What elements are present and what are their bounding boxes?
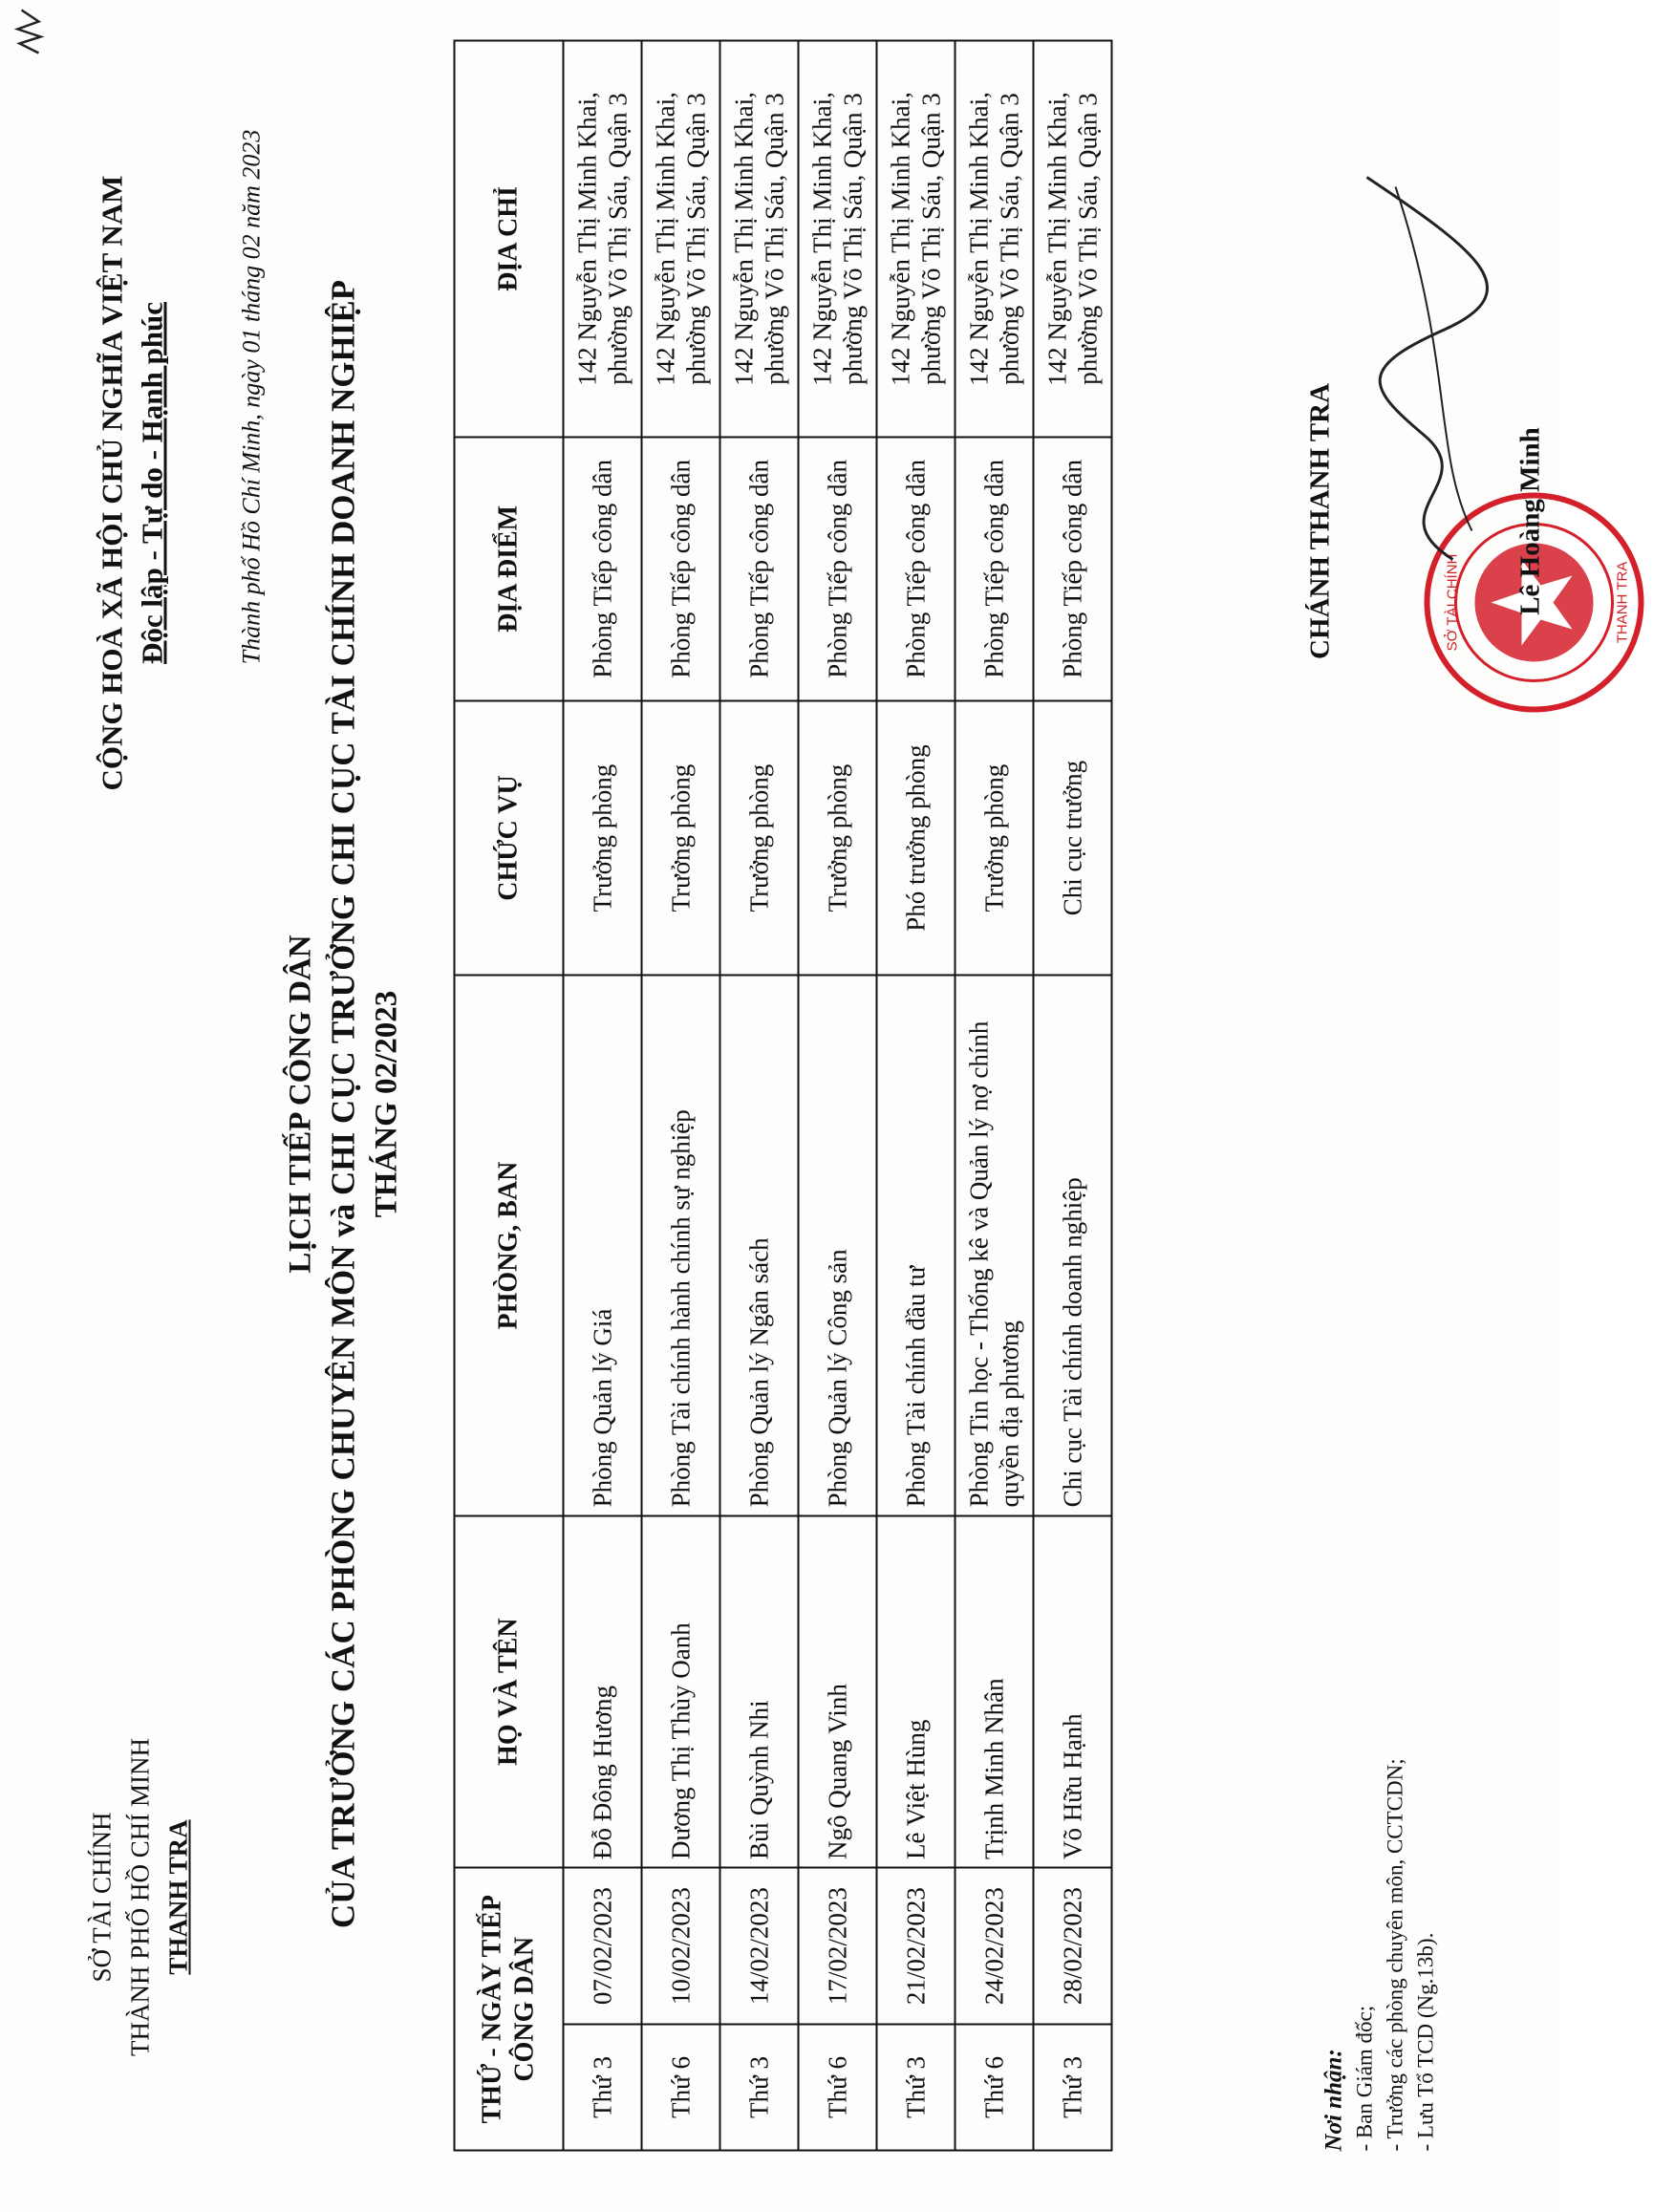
cell-place: Phòng Tiếp công dân	[719, 437, 798, 700]
cell-dept: Phòng Tài chính hành chính sự nghiệp	[641, 975, 719, 1515]
header-address: ĐỊA CHỈ	[454, 40, 563, 437]
cell-position: Trưởng phòng	[798, 700, 876, 975]
cell-address: 142 Nguyễn Thị Minh Khai, phường Võ Thị Sáu, Quận 3	[798, 40, 876, 437]
title-line-1: LỊCH TIẾP CÔNG DÂN	[283, 934, 317, 1274]
recipient-item: - Ban Giám đốc;	[1352, 2005, 1376, 2151]
cell-date: 10/02/2023	[641, 1867, 719, 2023]
cell-name: Ngô Quang Vinh	[798, 1515, 876, 1868]
cell-day: Thứ 3	[876, 2024, 955, 2150]
header-name: HỌ VÀ TÊN	[454, 1515, 563, 1868]
nation-motto: Độc lập - Tự do - Hạnh phúc	[135, 301, 168, 664]
cell-dept: Phòng Quản lý Giá	[563, 975, 641, 1515]
cell-date: 07/02/2023	[563, 1867, 641, 2023]
cell-day: Thứ 6	[798, 2024, 876, 2150]
cell-address: 142 Nguyễn Thị Minh Khai, phường Võ Thị Sáu, Quận 3	[563, 40, 641, 437]
cell-date: 14/02/2023	[719, 1867, 798, 2023]
document-title	[279, 244, 407, 1964]
cell-place: Phòng Tiếp công dân	[955, 437, 1033, 700]
cell-position: Chi cục trưởng	[1033, 700, 1111, 975]
header-position: CHỨC VỤ	[454, 700, 563, 975]
table-row	[1033, 40, 1111, 2150]
agency-line-1: SỞ TÀI CHÍNH	[87, 1812, 116, 1983]
table-row	[641, 40, 719, 2150]
dateline: Thành phố Hồ Chí Minh, ngày 01 tháng 02 năm 2023	[237, 129, 265, 664]
cell-dept: Phòng Quản lý Công sản	[798, 975, 876, 1515]
header-dept: PHÒNG, BAN	[454, 975, 563, 1515]
cell-date: 17/02/2023	[798, 1867, 876, 2023]
svg-text:SỞ TÀI CHÍNH: SỞ TÀI CHÍNH	[1444, 553, 1460, 651]
cell-date: 21/02/2023	[876, 1867, 955, 2023]
cell-dept: Chi cục Tài chính doanh nghiệp	[1033, 975, 1111, 1515]
initials-mark-icon	[10, 0, 52, 57]
cell-day: Thứ 6	[641, 2024, 719, 2150]
cell-address: 142 Nguyễn Thị Minh Khai, phường Võ Thị Sáu, Quận 3	[719, 40, 798, 437]
cell-place: Phòng Tiếp công dân	[798, 437, 876, 700]
cell-day: Thứ 3	[719, 2024, 798, 2150]
cell-position: Trưởng phòng	[955, 700, 1033, 975]
cell-position: Trưởng phòng	[719, 700, 798, 975]
recipient-item: - Lưu Tổ TCD (Ng.13b).	[1413, 1932, 1437, 2151]
agency-line-3: THANH TRA	[163, 1818, 192, 1975]
cell-address: 142 Nguyễn Thị Minh Khai, phường Võ Thị Sáu, Quận 3	[1033, 40, 1111, 437]
cell-dept: Phòng Tài chính đầu tư	[876, 975, 955, 1515]
nation-name: CỘNG HOÀ XÃ HỘI CHỦ NGHĨA VIỆT NAM	[95, 175, 128, 790]
title-line-2: CỦA TRƯỞNG CÁC PHÒNG CHUYÊN MÔN và CHI CỤC TRƯỞNG CHI CỤC TÀI CHÍNH DOANH NGHIỆP	[324, 279, 361, 1928]
cell-place: Phòng Tiếp công dân	[563, 437, 641, 700]
table-row	[955, 40, 1033, 2150]
header-place: ĐỊA ĐIỂM	[454, 437, 563, 700]
cell-place: Phòng Tiếp công dân	[641, 437, 719, 700]
cell-address: 142 Nguyễn Thị Minh Khai, phường Võ Thị Sáu, Quận 3	[955, 40, 1033, 437]
cell-place: Phòng Tiếp công dân	[1033, 437, 1111, 700]
cell-dept: Phòng Quản lý Ngân sách	[719, 975, 798, 1515]
cell-date: 24/02/2023	[955, 1867, 1033, 2023]
table-row	[876, 40, 955, 2150]
table-row	[563, 40, 641, 2150]
cell-name: Võ Hữu Hạnh	[1033, 1515, 1111, 1868]
cell-day: Thứ 3	[1033, 2024, 1111, 2150]
handwritten-signature-icon	[1338, 167, 1500, 569]
table-row	[798, 40, 876, 2150]
recipients-block	[1319, 1291, 1441, 2151]
title-line-3: THÁNG 02/2023	[369, 990, 403, 1217]
header-day: THỨ - NGÀY TIẾP CÔNG DÂN	[454, 1867, 563, 2150]
cell-position: Trưởng phòng	[563, 700, 641, 975]
table-header-row	[454, 40, 563, 2150]
cell-name: Dương Thị Thùy Oanh	[641, 1515, 719, 1868]
cell-day: Thứ 6	[955, 2024, 1033, 2150]
cell-name: Lê Việt Hùng	[876, 1515, 955, 1868]
cell-day: Thứ 3	[563, 2024, 641, 2150]
cell-position: Trưởng phòng	[641, 700, 719, 975]
schedule-table	[453, 39, 1112, 2151]
cell-name: Bùi Quỳnh Nhi	[719, 1515, 798, 1868]
issuing-agency	[82, 1734, 197, 2059]
table-row	[719, 40, 798, 2150]
cell-place: Phòng Tiếp công dân	[876, 437, 955, 700]
signer-title: CHÁNH THANH TRA	[1304, 382, 1335, 659]
recipients-label: Nơi nhận:	[1320, 2048, 1346, 2151]
cell-position: Phó trưởng phòng	[876, 700, 955, 975]
recipient-item: - Trưởng các phòng chuyên môn, CCTCDN;	[1383, 1757, 1406, 2151]
svg-text:THANH TRA: THANH TRA	[1614, 561, 1630, 643]
cell-name: Đỗ Đông Hương	[563, 1515, 641, 1868]
cell-address: 142 Nguyễn Thị Minh Khai, phường Võ Thị Sáu, Quận 3	[641, 40, 719, 437]
cell-date: 28/02/2023	[1033, 1867, 1111, 2023]
cell-address: 142 Nguyễn Thị Minh Khai, phường Võ Thị Sáu, Quận 3	[876, 40, 955, 437]
cell-name: Trịnh Minh Nhân	[955, 1515, 1033, 1868]
national-heading	[92, 81, 172, 884]
cell-dept: Phòng Tin học - Thống kê và Quản lý nợ chính quyền địa phương	[955, 975, 1033, 1515]
agency-line-2: THÀNH PHỐ HỒ CHÍ MINH	[125, 1737, 154, 2056]
signer-name: Lê Hoàng Minh	[1514, 426, 1545, 615]
